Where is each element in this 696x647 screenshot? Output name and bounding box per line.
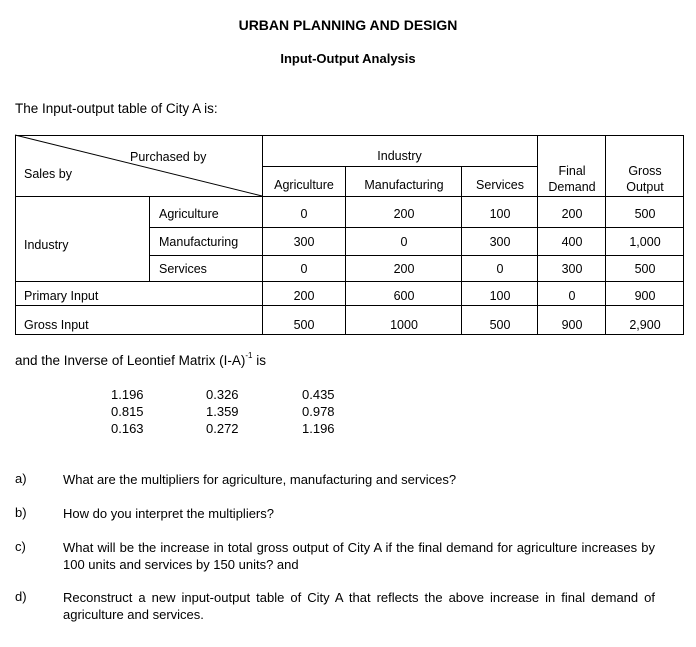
- matrix-cell: 1.359: [206, 404, 239, 419]
- inverse-text-before: and the Inverse of Leontief Matrix (I-A): [15, 353, 246, 368]
- question-a-letter: a): [15, 471, 27, 486]
- col-header-final-demand-1: Final: [558, 164, 586, 178]
- intro-text: The Input-output table of City A is:: [15, 101, 218, 116]
- table-cell: 100: [489, 289, 511, 303]
- matrix-column-3: [302, 386, 335, 437]
- inverse-intro: [15, 353, 266, 368]
- question-d-text: Reconstruct a new input-output table of City A that reflects the above increase in final demand of agriculture and services.: [63, 590, 655, 622]
- row-label-primary-input: Primary Input: [24, 289, 99, 303]
- question-c-letter: c): [15, 539, 26, 554]
- row-label-agriculture: Agriculture: [159, 207, 219, 221]
- matrix-column-2: [206, 386, 239, 437]
- corner-sales-by: Sales by: [24, 167, 72, 181]
- table-cell: 900: [561, 318, 583, 332]
- table-cell: 1000: [390, 318, 418, 332]
- question-b-text: How do you interpret the multipliers?: [63, 506, 274, 521]
- col-header-agriculture: Agriculture: [274, 178, 334, 192]
- question-a-text: What are the multipliers for agriculture, manufacturing and services?: [63, 472, 457, 487]
- table-cell: 300: [561, 262, 583, 276]
- row-label-gross-input: Gross Input: [24, 318, 89, 332]
- matrix-cell: 0.326: [206, 387, 239, 402]
- col-header-services: Services: [476, 178, 524, 192]
- table-cell: 0: [400, 235, 408, 249]
- table-cell: 500: [293, 318, 315, 332]
- row-label-manufacturing: Manufacturing: [159, 235, 239, 249]
- inverse-superscript: -1: [245, 351, 253, 360]
- table-cell: 200: [293, 289, 315, 303]
- col-header-final-demand-2: Demand: [548, 180, 596, 194]
- page-title: URBAN PLANNING AND DESIGN: [238, 17, 458, 33]
- table-cell: 500: [634, 262, 656, 276]
- table-cell: 0: [568, 289, 576, 303]
- inverse-text-after: is: [252, 353, 266, 368]
- table-cell: 200: [393, 262, 415, 276]
- table-cell: 2,900: [629, 318, 661, 332]
- matrix-cell: 0.978: [302, 404, 335, 419]
- table-cell: 100: [489, 207, 511, 221]
- question-d-letter: d): [15, 589, 27, 604]
- question-c-text: What will be the increase in total gross output of City A if the final demand for agriculture increases by 100 units and services by 150 units? and: [63, 540, 655, 572]
- table-cell: 300: [489, 235, 511, 249]
- matrix-cell: 0.163: [111, 421, 144, 436]
- col-header-gross-output-1: Gross: [628, 164, 662, 178]
- page-subtitle: Input-Output Analysis: [280, 51, 416, 66]
- table-cell: 200: [561, 207, 583, 221]
- table-cell: 900: [634, 289, 656, 303]
- matrix-cell: 0.815: [111, 404, 144, 419]
- row-label-services: Services: [159, 262, 207, 276]
- matrix-cell: 1.196: [302, 421, 335, 436]
- matrix-cell: 0.272: [206, 421, 239, 436]
- matrix-cell: 0.435: [302, 387, 335, 402]
- question-b-letter: b): [15, 505, 27, 520]
- table-cell: 600: [393, 289, 415, 303]
- table-cell: 500: [634, 207, 656, 221]
- col-header-manufacturing: Manufacturing: [364, 178, 444, 192]
- industry-group-header: Industry: [377, 149, 422, 163]
- table-cell: 0: [300, 262, 308, 276]
- matrix-column-1: [111, 386, 144, 437]
- table-cell: 0: [300, 207, 308, 221]
- col-header-gross-output-2: Output: [626, 180, 664, 194]
- corner-purchased-by: Purchased by: [130, 150, 207, 164]
- table-cell: 0: [496, 262, 504, 276]
- table-cell: 400: [561, 235, 583, 249]
- table-cell: 1,000: [629, 235, 661, 249]
- table-cell: 200: [393, 207, 415, 221]
- row-group-industry: Industry: [24, 238, 69, 252]
- table-cell: 300: [293, 235, 315, 249]
- table-cell: 500: [489, 318, 511, 332]
- matrix-cell: 1.196: [111, 387, 144, 402]
